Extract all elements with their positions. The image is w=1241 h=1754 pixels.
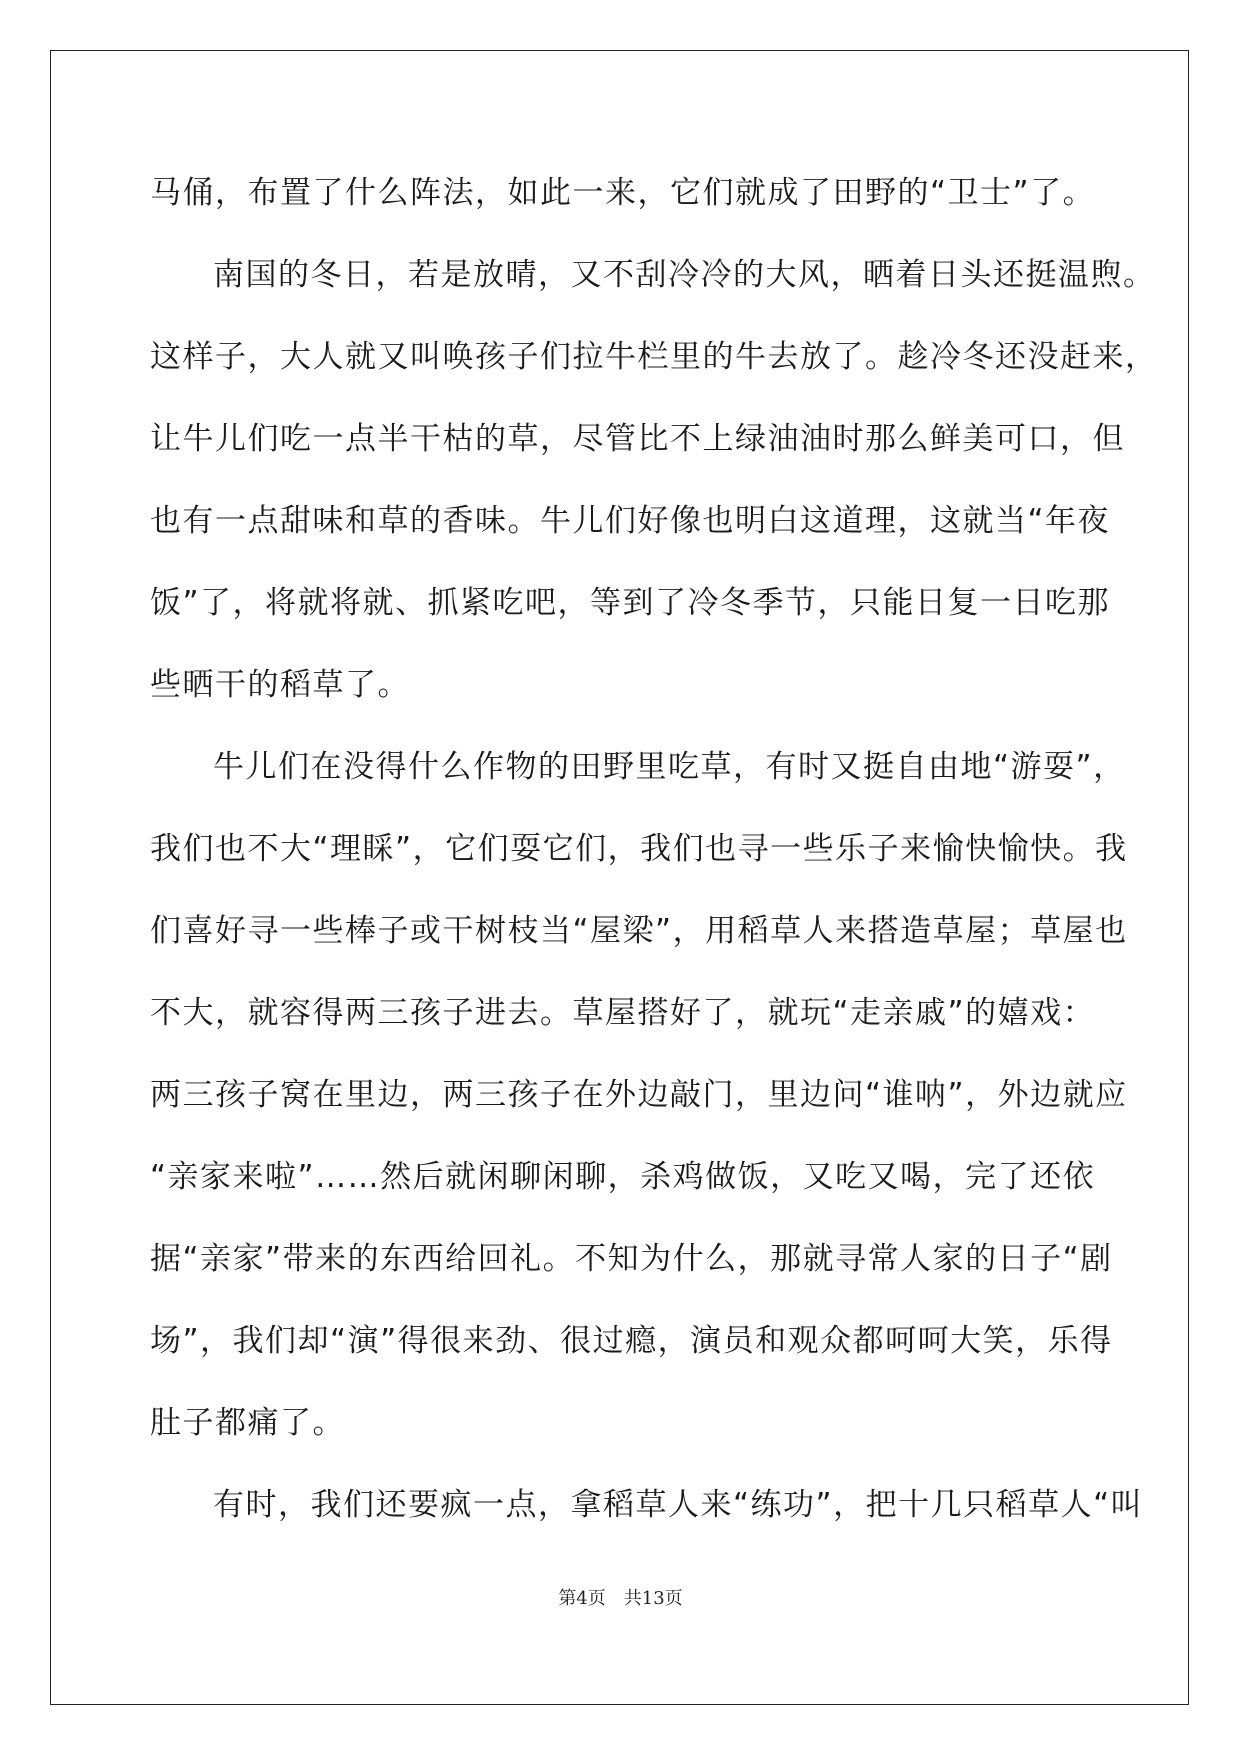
- document-body: [150, 170, 1158, 1564]
- text-line: 肚子都痛了。: [150, 1405, 345, 1441]
- text-line: 饭”了，将就将就、抓紧吃吧，等到了冷冬季节，只能日复一日吃那: [150, 585, 1111, 621]
- text-line: 也有一点甜味和草的香味。牛儿们好像也明白这道理，这就当“年夜: [150, 503, 1111, 539]
- text-line: 据“亲家”带来的东西给回礼。不知为什么，那就寻常人家的日子“剧: [150, 1241, 1113, 1277]
- text-line: 我们也不大“理睬”，它们耍它们，我们也寻一些乐子来愉快愉快。我: [150, 831, 1128, 867]
- text-line: 场”，我们却“演”得很来劲、很过瘾，演员和观众都呵呵大笑，乐得: [150, 1323, 1113, 1359]
- text-line: 让牛儿们吃一点半干枯的草，尽管比不上绿油油时那么鲜美可口，但: [150, 421, 1125, 457]
- paragraph-start-line: 牛儿们在没得什么作物的田野里吃草，有时又挺自由地“游耍”，: [213, 749, 1126, 785]
- text-line: “亲家来啦”……然后就闲聊闲聊，杀鸡做饭，又吃又喝，完了还依: [150, 1159, 1096, 1195]
- text-line: 两三孩子窝在里边，两三孩子在外边敲门，里边问“谁呐”，外边就应: [150, 1077, 1128, 1113]
- text-line: 们喜好寻一些棒子或干树枝当“屋梁”，用稻草人来搭造草屋；草屋也: [150, 913, 1128, 949]
- text-line: 这样子，大人就又叫唤孩子们拉牛栏里的牛去放了。趁冷冬还没赶来，: [150, 339, 1158, 375]
- paragraph-start-line: 有时，我们还要疯一点，拿稻草人来“练功”，把十几只稻草人“叫: [213, 1487, 1144, 1523]
- text-line: 马俑，布置了什么阵法，如此一来，它们就成了田野的“卫士”了。: [150, 175, 1096, 211]
- page-footer: [0, 1584, 1241, 1610]
- page-total: 共13页: [623, 1588, 683, 1609]
- text-line: 不大，就容得两三孩子进去。草屋搭好了，就玩“走亲戚”的嬉戏：: [150, 995, 1096, 1031]
- page-number: 第4页: [558, 1588, 606, 1609]
- text-line: 些晒干的稻草了。: [150, 667, 410, 703]
- paragraph-start-line: 南国的冬日，若是放晴，又不刮冷冷的大风，晒着日头还挺温煦。: [213, 257, 1156, 293]
